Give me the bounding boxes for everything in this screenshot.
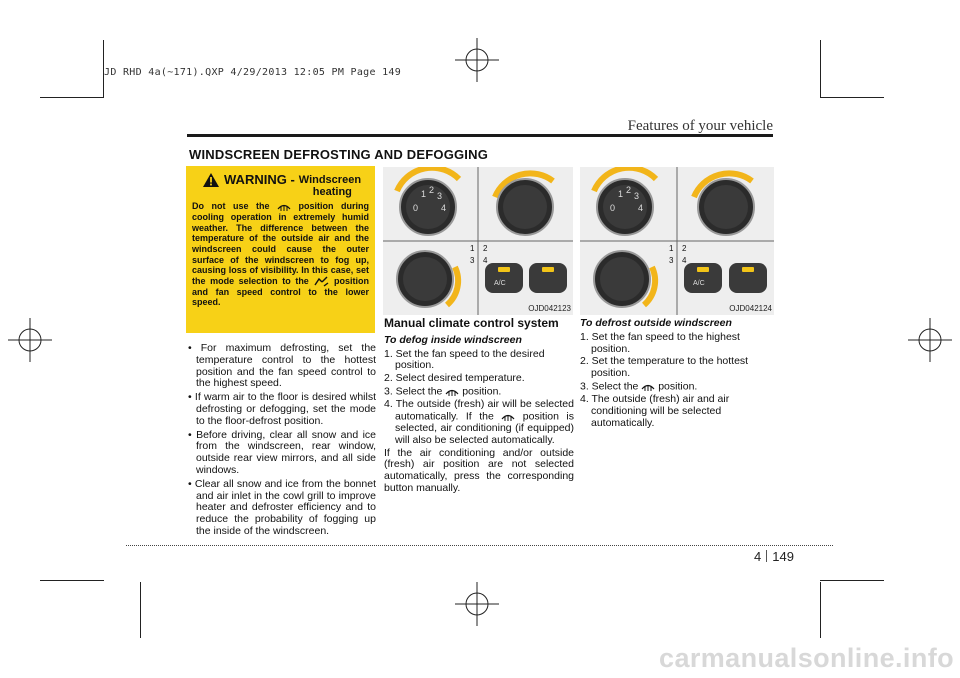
ac-label: A/C [693,280,705,287]
defrost-icon [641,381,655,392]
section-rule [187,134,773,137]
list-item: • Clear all snow and ice from the bonnet and air inlet in the cowl grill to improve heater and defroster efficiency and to reduce the probability of fogging up the inside of the windscreen. [186,479,376,538]
registration-mark-right [908,318,952,362]
registration-mark-bottom [455,582,499,626]
figure-label: 2 [682,244,687,253]
manual-section [384,318,574,495]
list-item: 2. Set the temperature to the hottest position. [580,355,749,380]
tips-list [186,343,376,540]
list-item [580,381,774,393]
step-text: position. [658,380,698,393]
registration-mark-top [455,38,499,82]
list-item: 1. Set the fan speed to the highest position. [580,330,740,355]
warning-body [192,201,369,308]
figure-label: 1 [669,244,674,253]
warning-word: WARNING - [224,172,295,187]
step-text: 3. Select the [384,385,443,398]
knob-number: 1 [618,189,624,199]
knob-number: 2 [626,185,632,195]
step-text: 4. The outside (fresh) air will be selected automatically. If the [384,398,574,423]
defrost-icon [277,201,291,212]
watermark: carmanualsonline.info [659,643,954,673]
section-header: Features of your vehicle [627,118,773,134]
list-item: • If warm air to the floor is desired whilst defrosting or defogging, set the mode to the floor-defrost position. [186,392,376,427]
page-number [754,549,794,564]
figure-label: 2 [483,244,488,253]
warning-subtitle-line1: Windscreen [298,174,362,186]
knob-number: 0 [413,203,419,213]
climate-controls-illustration [383,167,573,315]
list-item: 1. Set the fan speed to the desired position. [384,347,545,372]
figure-code: OJD042124 [729,304,772,313]
defrost-section [580,318,774,430]
defrost-icon [501,411,515,422]
list-item: • For maximum defrosting, set the temperature control to the hottest position and the fan speed control to the highest speed. [186,343,376,390]
manual-heading: Manual climate control system [384,316,559,330]
figure-code: OJD042123 [528,304,571,313]
figure-label: 3 [470,256,475,265]
ac-label: A/C [494,280,506,287]
defog-heading: To defog inside windscreen [384,333,522,346]
print-header: JD RHD 4a(~171).QXP 4/29/2013 12:05 PM Page 149 [104,67,402,78]
knob-number: 0 [610,203,616,213]
warning-title [202,172,369,198]
list-item: • Before driving, clear all snow and ice from the windscreen, rear window, outside rear view mirrors, and all side windows. [186,430,376,477]
climate-controls-illustration [580,167,774,315]
defrost-heading: To defrost outside windscreen [580,317,732,329]
figure-defrost-controls [580,167,774,315]
list-item [384,399,574,446]
knob-number: 3 [634,191,640,201]
defrost-icon [445,386,459,397]
list-item: 4. The outside (fresh) air and air conditioning will be selected automatically. [580,393,730,429]
knob-number: 3 [437,191,443,201]
step-text: position is selected, air conditioning (if equipped) will also be selected automatically. [395,410,575,446]
knob-number: 2 [429,185,435,195]
list-item [384,386,574,398]
step-text: 3. Select the [580,380,639,393]
warning-body-part3: position and fan speed control to the lower speed. [192,275,369,308]
figure-label: 3 [669,256,674,265]
step-text: position. [462,385,502,398]
knob-number: 4 [638,203,644,213]
figure-label: 4 [682,256,687,265]
warning-body-part1: Do not use the [192,201,270,211]
figure-label: 1 [470,244,475,253]
warning-subtitle [299,172,361,198]
footer-rule [126,545,833,546]
knob-number: 4 [441,203,447,213]
warning-box [186,166,375,333]
registration-mark-left [8,318,52,362]
page-number-value: 149 [772,549,794,564]
chapter-number: 4 [754,549,762,564]
defrost-steps [580,332,774,430]
figure-defog-controls [383,167,573,315]
warning-subtitle-line2: heating [312,186,352,198]
manual-note: If the air conditioning and/or outside (fresh) air position are not selected automatically, press the corresponding button manually. [384,446,574,494]
knob-number: 1 [421,189,427,199]
defog-steps [384,349,574,447]
figure-label: 4 [483,256,488,265]
warning-triangle-icon [202,172,220,188]
warning-body-part2: position during cooling operation in extremely humid weather. The difference between the temperature of the outside air and the windscreen could cause the outer surface of the windscreen to fog up, causing loss of visibility. In this case, set the mode selection to the [192,201,369,286]
list-item: 2. Select desired temperature. [384,372,525,385]
floor-defrost-icon [313,276,329,287]
page-title: WINDSCREEN DEFROSTING AND DEFOGGING [189,147,489,162]
